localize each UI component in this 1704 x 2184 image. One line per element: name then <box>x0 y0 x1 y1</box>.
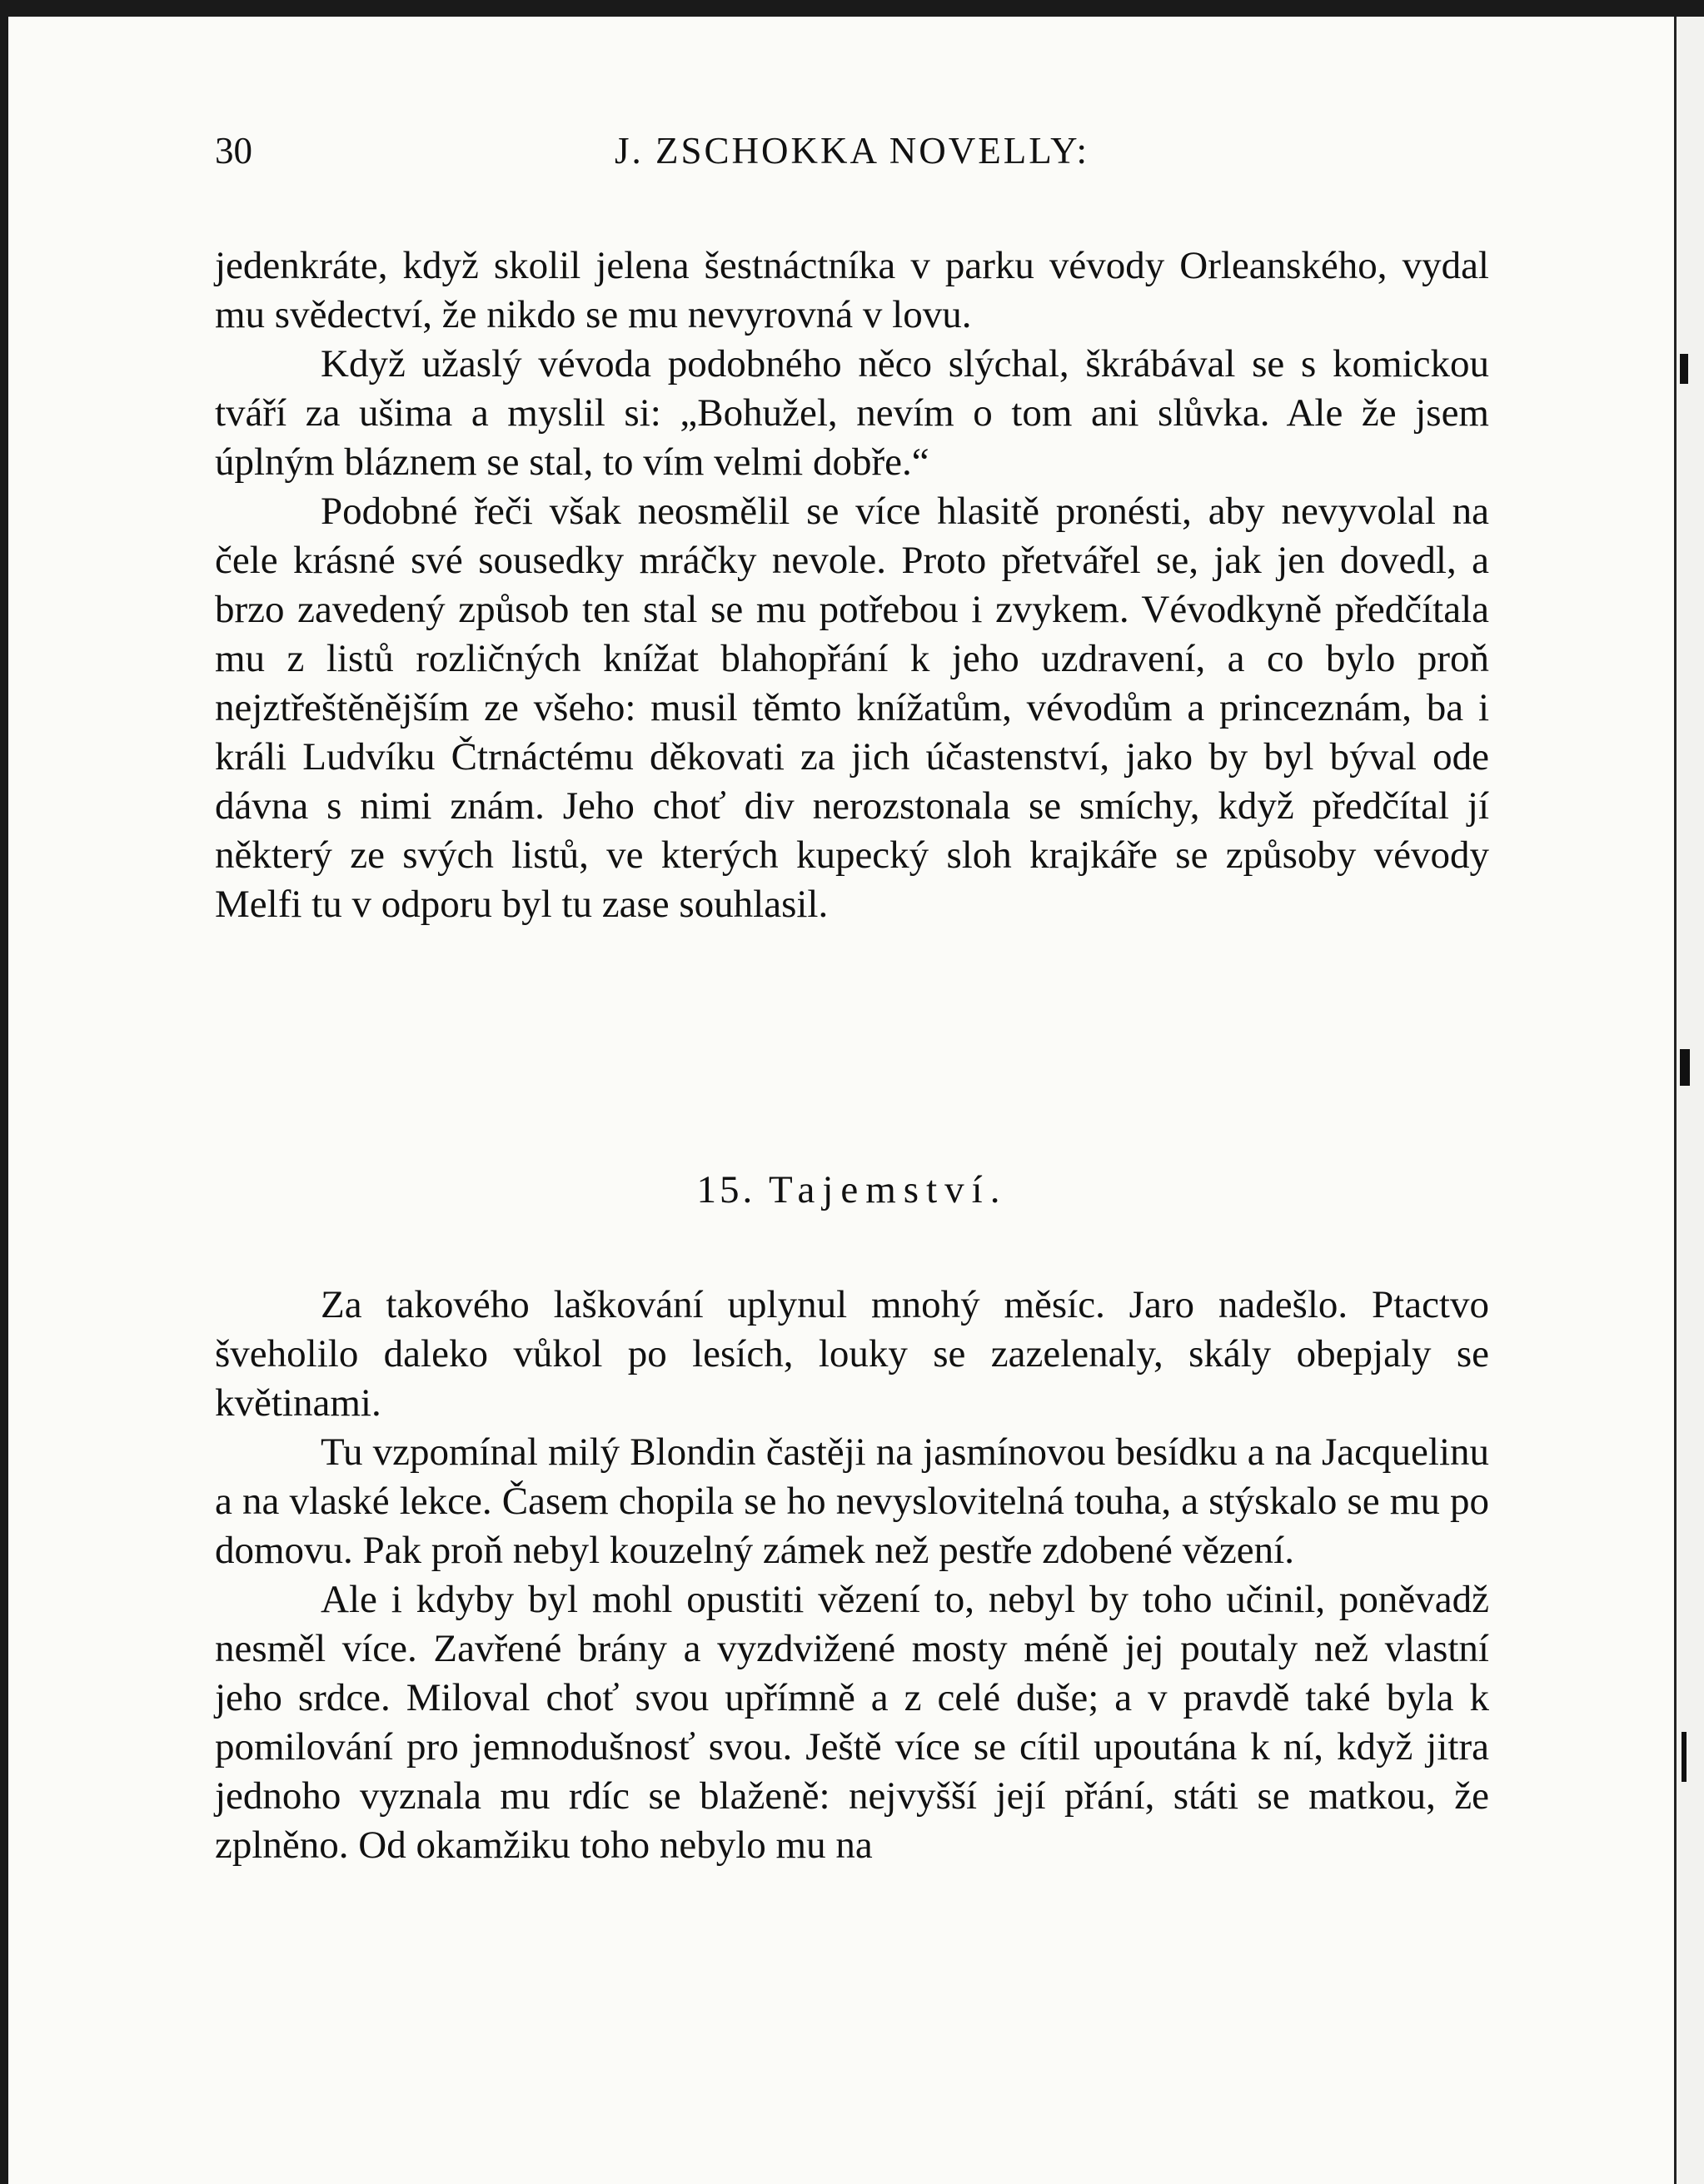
paragraph: jedenkráte, když skolil jelena šestnáctníka v parku vévody Orleanského, vydal mu svědectví, že nikdo se mu nevyrovná v lovu. <box>215 244 1489 336</box>
next-page-edge <box>1674 17 1704 2184</box>
paragraph: Podobné řeči však neosmělil se více hlasitě pronésti, aby nevyvolal na čele krásné své sousedky mráčky nevole. Proto přetvářel se, jak jen dovedl, a brzo zavedený způsob ten stal se mu potřebou i zvykem. Vévodkyně předčítala mu z listů rozličných knížat blahopřání k jeho uzdravení, a co bylo proň nejztřeštěnějším ze všeho: musil těmto knížatům, vévodům a princeznám, ba i králi Ludvíku Čtrnáctému děkovati za jich účastenství, jako by byl býval ode dávna s nimi znám. Jeho choť div nerozstonala se smíchy, když předčítal jí některý ze svých listů, ve kterých kupecký sloh krajkáře se způsoby vévody Melfi tu v odporu byl tu zase souhlasil. <box>215 490 1489 926</box>
section-number: 15. <box>696 1168 756 1211</box>
running-title: J. ZSCHOKKA NOVELLY: <box>614 130 1090 172</box>
text-block-upper <box>215 241 1489 929</box>
paragraph: Za takového laškování uplynul mnohý měsíc. Jaro nadešlo. Ptactvo šveholilo daleko vůkol po lesích, louky se zazelenaly, skály obepjaly se květinami. <box>215 1283 1489 1425</box>
paragraph: Tu vzpomínal milý Blondin častěji na jasmínovou besídku a na Jacquelinu a na vlaské lekce. Časem chopila se ho nevyslovitelná touha, a stýskalo se mu po domovu. Pak proň nebyl kouzelný zámek než pestře zdobené vězení. <box>215 1430 1489 1572</box>
section-title: Tajemství. <box>769 1168 1008 1211</box>
page-number: 30 <box>215 130 252 172</box>
page-header <box>215 129 1489 179</box>
edge-ink-mark <box>1680 354 1688 384</box>
section-heading <box>215 1167 1489 1212</box>
edge-ink-mark <box>1680 1049 1690 1086</box>
text-block-lower <box>215 1281 1489 1870</box>
edge-ink-mark <box>1682 1732 1687 1782</box>
paragraph: Když užaslý vévoda podobného něco slýchal, škrábával se s komickou tváří za ušima a myslil si: „Bohužel, nevím o tom ani slůvka. Ale že jsem úplným bláznem se stal, to vím velmi dobře.“ <box>215 342 1489 484</box>
paragraph: Ale i kdyby byl mohl opustiti vězení to, nebyl by toho učinil, poněvadž nesměl více. Zavřené brány a vyzdvižené mosty méně jej poutaly než vlastní jeho srdce. Miloval choť svou upřímně a z celé duše; a v pravdě také byla k pomilování pro jemnodušnosť svou. Ještě více se cítil upoutána k ní, když jitra jednoho vyznala mu rdíc se blaženě: nejvyšší její přání, státi se matkou, že zplněno. Od okamžiku toho nebylo mu na <box>215 1578 1489 1867</box>
